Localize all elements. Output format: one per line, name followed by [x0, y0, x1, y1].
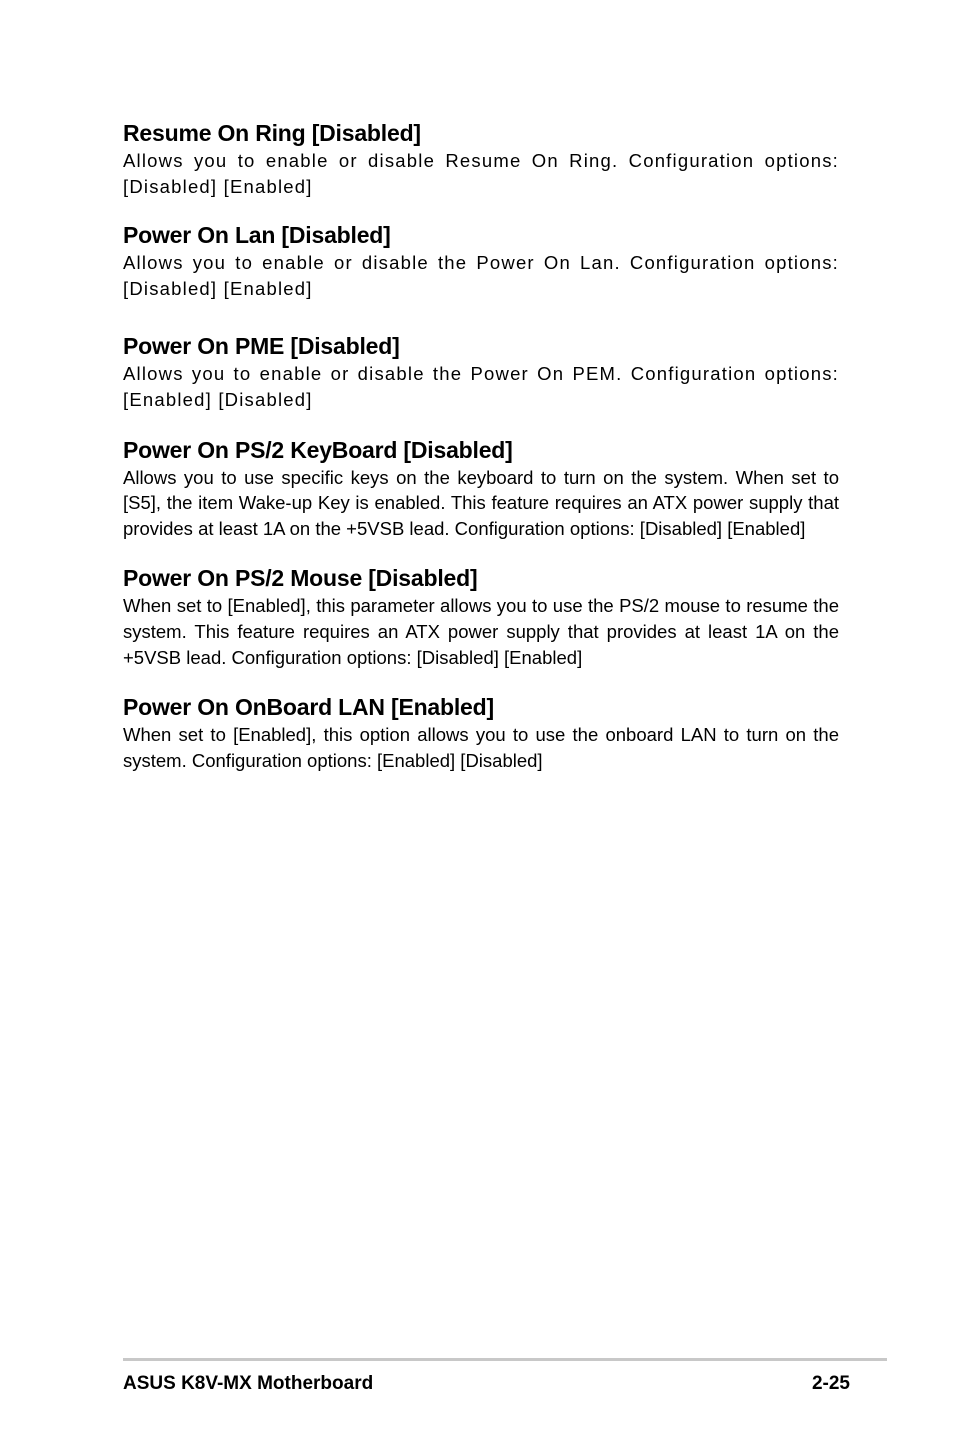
section-body: Allows you to enable or disable Resume On Ring. Configuration options: [Disabled] [Enabled] — [123, 150, 839, 197]
section-heading: Power On PS/2 Mouse [Disabled] — [123, 565, 478, 592]
footer-page-number: 2-25 — [811, 1373, 850, 1394]
main-content — [123, 118, 839, 773]
section-power-on-ps2-mouse — [123, 563, 839, 670]
section-power-on-onboard-lan — [123, 692, 839, 773]
section-heading: Power On Lan [Disabled] — [123, 222, 391, 249]
section-power-on-pme — [123, 331, 839, 412]
section-power-on-ps2-keyboard — [123, 435, 839, 542]
section-body: When set to [Enabled], this option allows you to use the onboard LAN to turn on the system. Configuration options: [Enabled] [Disabled] — [123, 724, 839, 771]
section-heading: Power On PS/2 KeyBoard [Disabled] — [123, 436, 513, 463]
footer-divider — [123, 1358, 887, 1361]
section-body: Allows you to use specific keys on the keyboard to turn on the system. When set to [S5], the item Wake-up Key is enabled. This feature requires an ATX power supply that provides at least 1A on the +5VSB lead. Configuration options: [Disabled] [Enabled] — [123, 466, 839, 539]
section-power-on-lan — [123, 220, 839, 301]
section-heading: Power On PME [Disabled] — [123, 333, 400, 360]
section-heading: Resume On Ring [Disabled] — [123, 120, 421, 146]
section-body: Allows you to enable or disable the Power On Lan. Configuration options: [Disabled] [Enabled] — [123, 252, 839, 299]
section-resume-on-ring — [123, 118, 839, 199]
footer-product-name: ASUS K8V-MX Motherboard — [123, 1373, 374, 1394]
section-heading: Power On OnBoard LAN [Enabled] — [123, 694, 494, 721]
section-body: When set to [Enabled], this parameter allows you to use the PS/2 mouse to resume the system. This feature requires an ATX power supply that provides at least 1A on the +5VSB lead. Configuration options: [Disabled] [Enabled] — [123, 595, 839, 668]
section-body: Allows you to enable or disable the Power On PEM. Configuration options: [Enabled] [Disabled] — [123, 363, 839, 410]
